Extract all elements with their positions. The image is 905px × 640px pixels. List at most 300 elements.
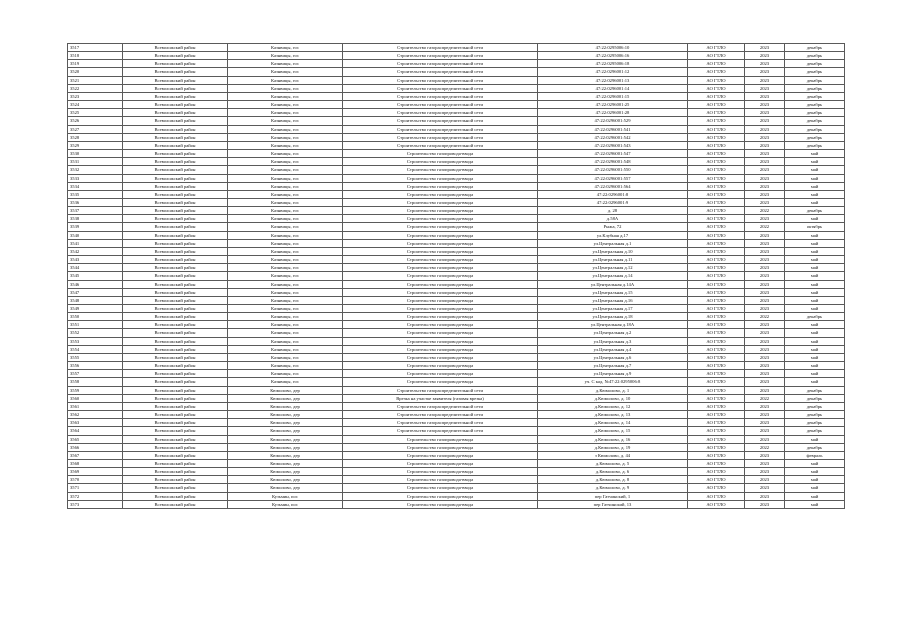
settlement-cell: Кузьмин, пос	[228, 492, 343, 500]
district-cell: Всеволожский район	[123, 52, 228, 60]
district-cell: Всеволожский район	[123, 484, 228, 492]
row-number-cell: 3565	[68, 435, 123, 443]
month-cell: май	[785, 345, 845, 353]
cadastral-or-address-cell: 47:22:0296001:543	[538, 141, 688, 149]
cadastral-or-address-cell: ул.Клубная д.17	[538, 231, 688, 239]
row-number-cell: 3566	[68, 443, 123, 451]
work-type-cell: Строительство газораспределительной сети	[343, 141, 538, 149]
cadastral-or-address-cell: 47:22:0296001:28	[538, 109, 688, 117]
year-cell: 2023	[745, 419, 785, 427]
district-cell: Всеволожский район	[123, 500, 228, 508]
settlement-cell: Кюмолово, дер	[228, 435, 343, 443]
row-number-cell: 3517	[68, 44, 123, 52]
table-row	[68, 272, 845, 280]
settlement-cell: Казнвицы, гос	[228, 378, 343, 386]
settlement-cell: Казнвицы, гос	[228, 166, 343, 174]
work-type-cell: Строительство газопровода-ввода	[343, 215, 538, 223]
table-row	[68, 500, 845, 508]
district-cell: Всеволожский район	[123, 402, 228, 410]
organization-cell: АО ГТЛО	[688, 125, 745, 133]
cadastral-or-address-cell: ул.Центральная д.4	[538, 345, 688, 353]
table-row	[68, 476, 845, 484]
work-type-cell: Строительство газопровода-ввода	[343, 288, 538, 296]
settlement-cell: Казнвицы, гос	[228, 362, 343, 370]
district-cell: Всеволожский район	[123, 68, 228, 76]
settlement-cell: Казнвицы, гос	[228, 141, 343, 149]
row-number-cell: 3527	[68, 125, 123, 133]
table-row	[68, 133, 845, 141]
row-number-cell: 3567	[68, 451, 123, 459]
organization-cell: АО ГТЛО	[688, 411, 745, 419]
cadastral-or-address-cell: д.58А	[538, 215, 688, 223]
table-row	[68, 419, 845, 427]
month-cell: декабрь	[785, 68, 845, 76]
month-cell: декабрь	[785, 141, 845, 149]
district-cell: Всеволожский район	[123, 182, 228, 190]
district-cell: Всеволожский район	[123, 109, 228, 117]
organization-cell: АО ГТЛО	[688, 321, 745, 329]
month-cell: май	[785, 492, 845, 500]
row-number-cell: 3548	[68, 296, 123, 304]
month-cell: декабрь	[785, 125, 845, 133]
settlement-cell: Кузьмин, пос	[228, 500, 343, 508]
cadastral-or-address-cell: д.Кюмолово, д. 1	[538, 386, 688, 394]
cadastral-or-address-cell: д.Кюмолово, д. 13	[538, 411, 688, 419]
district-cell: Всеволожский район	[123, 362, 228, 370]
table-row	[68, 435, 845, 443]
table-row	[68, 256, 845, 264]
work-type-cell: Строительство газопровода-ввода	[343, 198, 538, 206]
settlement-cell: Казнвицы, гос	[228, 150, 343, 158]
row-number-cell: 3571	[68, 484, 123, 492]
work-type-cell: Строительство газораспределительной сети	[343, 44, 538, 52]
settlement-cell: Казнвицы, гос	[228, 174, 343, 182]
cadastral-or-address-cell: д.Кюмолово, д. 8	[538, 476, 688, 484]
organization-cell: АО ГТЛО	[688, 68, 745, 76]
table-row	[68, 386, 845, 394]
month-cell: декабрь	[785, 84, 845, 92]
month-cell: декабрь	[785, 402, 845, 410]
work-type-cell: Строительство газораспределительной сети	[343, 101, 538, 109]
table-row	[68, 141, 845, 149]
district-cell: Всеволожский район	[123, 370, 228, 378]
organization-cell: АО ГТЛО	[688, 427, 745, 435]
organization-cell: АО ГТЛО	[688, 150, 745, 158]
district-cell: Всеволожский район	[123, 337, 228, 345]
organization-cell: АО ГТЛО	[688, 362, 745, 370]
settlement-cell: Казнвицы, гос	[228, 305, 343, 313]
organization-cell: АО ГТЛО	[688, 337, 745, 345]
table-row	[68, 190, 845, 198]
cadastral-or-address-cell: 47:22:0296001:9	[538, 198, 688, 206]
table-row	[68, 468, 845, 476]
settlement-cell: Казнвицы, гос	[228, 68, 343, 76]
month-cell: декабрь	[785, 313, 845, 321]
row-number-cell: 3552	[68, 329, 123, 337]
row-number-cell: 3561	[68, 402, 123, 410]
organization-cell: АО ГТЛО	[688, 288, 745, 296]
table-row	[68, 60, 845, 68]
district-cell: Всеволожский район	[123, 174, 228, 182]
row-number-cell: 3562	[68, 411, 123, 419]
organization-cell: АО ГТЛО	[688, 174, 745, 182]
cadastral-or-address-cell: ул.Центральная д.1	[538, 239, 688, 247]
row-number-cell: 3531	[68, 158, 123, 166]
organization-cell: АО ГТЛО	[688, 484, 745, 492]
month-cell: декабрь	[785, 419, 845, 427]
organization-cell: АО ГТЛО	[688, 329, 745, 337]
work-type-cell: Строительство газораспределительной сети	[343, 109, 538, 117]
cadastral-or-address-cell: пер Гатчинский, 13	[538, 500, 688, 508]
month-cell: май	[785, 247, 845, 255]
year-cell: 2023	[745, 158, 785, 166]
cadastral-or-address-cell: пер Гатчинский, 1	[538, 492, 688, 500]
work-type-cell: Строительство газопровода-ввода	[343, 353, 538, 361]
settlement-cell: Казнвицы, гос	[228, 84, 343, 92]
district-cell: Всеволожский район	[123, 150, 228, 158]
year-cell: 2023	[745, 68, 785, 76]
month-cell: май	[785, 337, 845, 345]
cadastral-or-address-cell: 47:22:0296001:548	[538, 158, 688, 166]
cadastral-or-address-cell: 47:22:0295006:16	[538, 52, 688, 60]
settlement-cell: Кюмолово, дер	[228, 427, 343, 435]
work-type-cell: Строительство газопровода-ввода	[343, 492, 538, 500]
work-type-cell: Строительство газопровода-ввода	[343, 468, 538, 476]
district-cell: Всеволожский район	[123, 117, 228, 125]
cadastral-or-address-cell: 47:22:0296001:529	[538, 117, 688, 125]
row-number-cell: 3554	[68, 345, 123, 353]
work-type-cell: Строительство газопровода-ввода	[343, 500, 538, 508]
year-cell: 2023	[745, 329, 785, 337]
row-number-cell: 3518	[68, 52, 123, 60]
district-cell: Всеволожский район	[123, 198, 228, 206]
year-cell: 2023	[745, 174, 785, 182]
settlement-cell: Казнвицы, гос	[228, 125, 343, 133]
settlement-cell: Казнвицы, гос	[228, 272, 343, 280]
row-number-cell: 3530	[68, 150, 123, 158]
year-cell: 2023	[745, 133, 785, 141]
cadastral-or-address-cell: 47:22:0296001:550	[538, 166, 688, 174]
work-type-cell: Строительство газораспределительной сети	[343, 427, 538, 435]
district-cell: Всеволожский район	[123, 76, 228, 84]
year-cell: 2022	[745, 223, 785, 231]
register-table	[67, 43, 845, 509]
organization-cell: АО ГТЛО	[688, 451, 745, 459]
district-cell: Всеволожский район	[123, 305, 228, 313]
work-type-cell: Строительство газопровода-ввода	[343, 223, 538, 231]
table-row	[68, 92, 845, 100]
cadastral-or-address-cell: ул.Центральная д.18	[538, 313, 688, 321]
cadastral-or-address-cell: 47:22:0296001:542	[538, 133, 688, 141]
row-number-cell: 3538	[68, 215, 123, 223]
cadastral-or-address-cell: ул.Центральная д.14А	[538, 280, 688, 288]
month-cell: май	[785, 264, 845, 272]
table-row	[68, 101, 845, 109]
district-cell: Всеволожский район	[123, 215, 228, 223]
organization-cell: АО ГТЛО	[688, 370, 745, 378]
row-number-cell: 3559	[68, 386, 123, 394]
organization-cell: АО ГТЛО	[688, 231, 745, 239]
year-cell: 2023	[745, 280, 785, 288]
row-number-cell: 3539	[68, 223, 123, 231]
row-number-cell: 3532	[68, 166, 123, 174]
month-cell: май	[785, 353, 845, 361]
table-row	[68, 484, 845, 492]
organization-cell: АО ГТЛО	[688, 247, 745, 255]
work-type-cell: Строительство газопровода-ввода	[343, 329, 538, 337]
year-cell: 2023	[745, 476, 785, 484]
row-number-cell: 3553	[68, 337, 123, 345]
row-number-cell: 3564	[68, 427, 123, 435]
row-number-cell: 3529	[68, 141, 123, 149]
organization-cell: АО ГТЛО	[688, 345, 745, 353]
district-cell: Всеволожский район	[123, 231, 228, 239]
cadastral-or-address-cell: з Кюмолово, д. 44	[538, 451, 688, 459]
table-row	[68, 370, 845, 378]
settlement-cell: Кюмолово, дер	[228, 443, 343, 451]
year-cell: 2023	[745, 435, 785, 443]
settlement-cell: Казнвицы, гос	[228, 207, 343, 215]
year-cell: 2023	[745, 109, 785, 117]
settlement-cell: Казнвицы, гос	[228, 44, 343, 52]
work-type-cell: Строительство газораспределительной сети	[343, 92, 538, 100]
settlement-cell: Казнвицы, гос	[228, 239, 343, 247]
row-number-cell: 3568	[68, 459, 123, 467]
row-number-cell: 3540	[68, 231, 123, 239]
row-number-cell: 3557	[68, 370, 123, 378]
settlement-cell: Казнвицы, гос	[228, 296, 343, 304]
organization-cell: АО ГТЛО	[688, 239, 745, 247]
organization-cell: АО ГТЛО	[688, 468, 745, 476]
organization-cell: АО ГТЛО	[688, 378, 745, 386]
row-number-cell: 3519	[68, 60, 123, 68]
month-cell: декабрь	[785, 133, 845, 141]
district-cell: Всеволожский район	[123, 207, 228, 215]
cadastral-or-address-cell: ул.Центральная д.10	[538, 247, 688, 255]
settlement-cell: Кюмолово, дер	[228, 411, 343, 419]
settlement-cell: Кюмолово, дер	[228, 484, 343, 492]
district-cell: Всеволожский район	[123, 60, 228, 68]
table-row	[68, 182, 845, 190]
work-type-cell: Строительство газораспределительной сети	[343, 117, 538, 125]
work-type-cell: Строительство газопровода-ввода	[343, 158, 538, 166]
cadastral-or-address-cell: ул.Центральная д.16	[538, 296, 688, 304]
year-cell: 2023	[745, 125, 785, 133]
cadastral-or-address-cell: 47:22:0296001:541	[538, 125, 688, 133]
settlement-cell: Казнвицы, гос	[228, 280, 343, 288]
month-cell: май	[785, 459, 845, 467]
table-row	[68, 76, 845, 84]
row-number-cell: 3549	[68, 305, 123, 313]
year-cell: 2022	[745, 313, 785, 321]
cadastral-or-address-cell: ул.Центральная д.7	[538, 362, 688, 370]
row-number-cell: 3563	[68, 419, 123, 427]
table-row	[68, 362, 845, 370]
table-row	[68, 44, 845, 52]
settlement-cell: Казнвицы, гос	[228, 256, 343, 264]
work-type-cell: Строительство газораспределительной сети	[343, 76, 538, 84]
cadastral-or-address-cell: ул.Центральная д.12	[538, 264, 688, 272]
year-cell: 2023	[745, 288, 785, 296]
month-cell: май	[785, 468, 845, 476]
settlement-cell: Кюмолово, дер	[228, 419, 343, 427]
year-cell: 2023	[745, 402, 785, 410]
month-cell: май	[785, 378, 845, 386]
table-row	[68, 313, 845, 321]
organization-cell: АО ГТЛО	[688, 158, 745, 166]
district-cell: Всеволожский район	[123, 313, 228, 321]
table-row	[68, 353, 845, 361]
settlement-cell: Казнвицы, гос	[228, 321, 343, 329]
year-cell: 2023	[745, 411, 785, 419]
district-cell: Всеволожский район	[123, 468, 228, 476]
row-number-cell: 3573	[68, 500, 123, 508]
work-type-cell: Строительство газопровода-ввода	[343, 443, 538, 451]
organization-cell: АО ГТЛО	[688, 166, 745, 174]
year-cell: 2023	[745, 272, 785, 280]
month-cell: май	[785, 174, 845, 182]
cadastral-or-address-cell: 47:22:0296001:564	[538, 182, 688, 190]
row-number-cell: 3533	[68, 174, 123, 182]
district-cell: Всеволожский район	[123, 44, 228, 52]
table-row	[68, 198, 845, 206]
district-cell: Всеволожский район	[123, 247, 228, 255]
organization-cell: АО ГТЛО	[688, 419, 745, 427]
year-cell: 2023	[745, 52, 785, 60]
cadastral-or-address-cell: ул.Центральная д.15	[538, 288, 688, 296]
district-cell: Всеволожский район	[123, 329, 228, 337]
organization-cell: АО ГТЛО	[688, 198, 745, 206]
table-row	[68, 321, 845, 329]
organization-cell: АО ГТЛО	[688, 296, 745, 304]
work-type-cell: Строительство газопровода-ввода	[343, 174, 538, 182]
month-cell: декабрь	[785, 394, 845, 402]
organization-cell: АО ГТЛО	[688, 353, 745, 361]
table-row	[68, 296, 845, 304]
settlement-cell: Казнвицы, гос	[228, 329, 343, 337]
settlement-cell: Кюмолово, дер	[228, 459, 343, 467]
year-cell: 2023	[745, 141, 785, 149]
settlement-cell: Казнвицы, гос	[228, 223, 343, 231]
row-number-cell: 3555	[68, 353, 123, 361]
cadastral-or-address-cell: 47:22:0296001:557	[538, 174, 688, 182]
organization-cell: АО ГТЛО	[688, 76, 745, 84]
cadastral-or-address-cell: ул.Центральная д.14	[538, 272, 688, 280]
month-cell: декабрь	[785, 109, 845, 117]
district-cell: Всеволожский район	[123, 492, 228, 500]
year-cell: 2023	[745, 264, 785, 272]
work-type-cell: Строительство газопровода-ввода	[343, 305, 538, 313]
organization-cell: АО ГТЛО	[688, 207, 745, 215]
organization-cell: АО ГТЛО	[688, 256, 745, 264]
month-cell: май	[785, 321, 845, 329]
work-type-cell: Строительство газопровода-ввода	[343, 256, 538, 264]
row-number-cell: 3521	[68, 76, 123, 84]
work-type-cell: Строительство газораспределительной сети	[343, 386, 538, 394]
year-cell: 2023	[745, 239, 785, 247]
year-cell: 2023	[745, 362, 785, 370]
table-row	[68, 239, 845, 247]
work-type-cell: Строительство газопровода-ввода	[343, 313, 538, 321]
year-cell: 2023	[745, 386, 785, 394]
row-number-cell: 3558	[68, 378, 123, 386]
settlement-cell: Казнвицы, гос	[228, 158, 343, 166]
year-cell: 2023	[745, 353, 785, 361]
year-cell: 2023	[745, 231, 785, 239]
settlement-cell: Казнвицы, гос	[228, 117, 343, 125]
table-row	[68, 427, 845, 435]
organization-cell: АО ГТЛО	[688, 215, 745, 223]
district-cell: Всеволожский район	[123, 459, 228, 467]
settlement-cell: Казнвицы, гос	[228, 370, 343, 378]
cadastral-or-address-cell: ул.Центральная д.17	[538, 305, 688, 313]
row-number-cell: 3520	[68, 68, 123, 76]
organization-cell: АО ГТЛО	[688, 280, 745, 288]
work-type-cell: Строительство газопровода-ввода	[343, 321, 538, 329]
district-cell: Всеволожский район	[123, 101, 228, 109]
month-cell: май	[785, 190, 845, 198]
cadastral-or-address-cell: ул.Центральная д.18А	[538, 321, 688, 329]
work-type-cell: Строительство газопровода-ввода	[343, 451, 538, 459]
month-cell: май	[785, 305, 845, 313]
table-row	[68, 68, 845, 76]
organization-cell: АО ГТЛО	[688, 44, 745, 52]
month-cell: декабрь	[785, 443, 845, 451]
work-type-cell: Строительство газопровода-ввода	[343, 345, 538, 353]
month-cell: май	[785, 166, 845, 174]
district-cell: Всеволожский район	[123, 296, 228, 304]
work-type-cell: Строительство газопровода-ввода	[343, 166, 538, 174]
organization-cell: АО ГТЛО	[688, 435, 745, 443]
table-row	[68, 451, 845, 459]
district-cell: Всеволожский район	[123, 166, 228, 174]
cadastral-or-address-cell: 47:22:0296001:547	[538, 150, 688, 158]
work-type-cell: Строительство газопровода-ввода	[343, 231, 538, 239]
year-cell: 2023	[745, 345, 785, 353]
month-cell: декабрь	[785, 117, 845, 125]
row-number-cell: 3523	[68, 92, 123, 100]
month-cell: май	[785, 256, 845, 264]
month-cell: май	[785, 288, 845, 296]
work-type-cell: Строительство газопровода-ввода	[343, 207, 538, 215]
row-number-cell: 3569	[68, 468, 123, 476]
work-type-cell: Строительство газопровода-ввода	[343, 150, 538, 158]
district-cell: Всеволожский район	[123, 353, 228, 361]
work-type-cell: Строительство газораспределительной сети	[343, 60, 538, 68]
table-row	[68, 207, 845, 215]
organization-cell: АО ГТЛО	[688, 101, 745, 109]
table-row	[68, 337, 845, 345]
month-cell: декабрь	[785, 60, 845, 68]
table-row	[68, 411, 845, 419]
table-row	[68, 329, 845, 337]
district-cell: Всеволожский район	[123, 411, 228, 419]
month-cell: май	[785, 476, 845, 484]
table-row	[68, 150, 845, 158]
work-type-cell: Строительство газопровода-ввода	[343, 476, 538, 484]
row-number-cell: 3543	[68, 256, 123, 264]
cadastral-or-address-cell: д.Кюмолово, д. 10	[538, 394, 688, 402]
work-type-cell: Строительство газораспределительной сети	[343, 125, 538, 133]
cadastral-or-address-cell: д.Кюмолово, д. 16	[538, 435, 688, 443]
organization-cell: АО ГТЛО	[688, 182, 745, 190]
district-cell: Всеволожский район	[123, 158, 228, 166]
settlement-cell: Казнвицы, гос	[228, 247, 343, 255]
cadastral-or-address-cell: 47:22:0296001:8	[538, 190, 688, 198]
district-cell: Всеволожский район	[123, 133, 228, 141]
month-cell: май	[785, 370, 845, 378]
table-row	[68, 125, 845, 133]
